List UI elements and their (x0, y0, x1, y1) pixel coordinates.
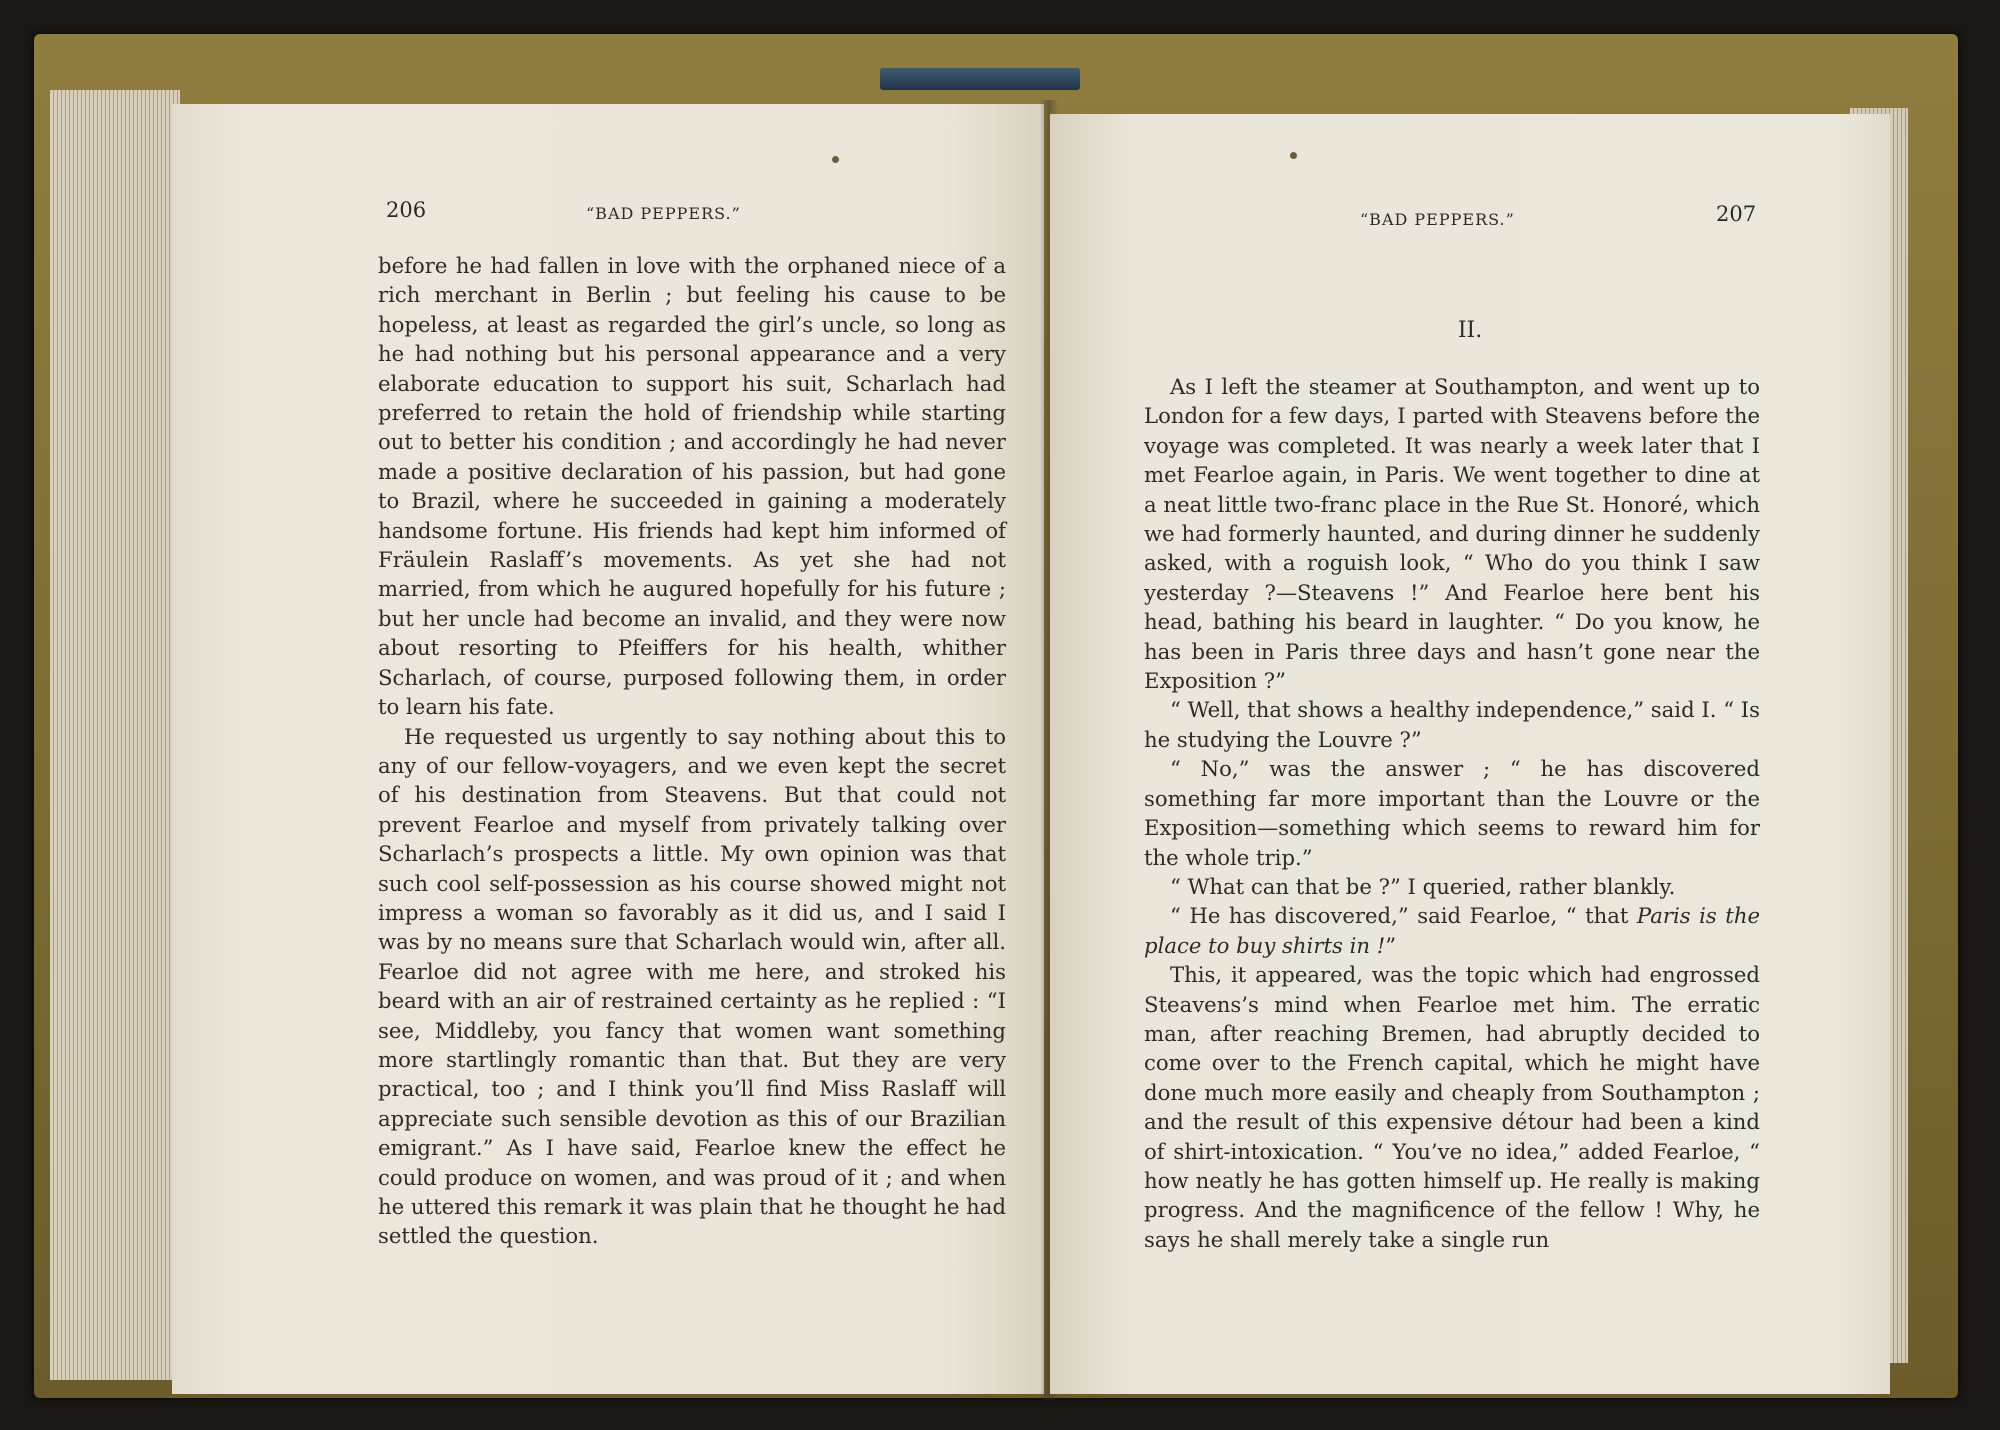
paragraph: As I left the steamer at Southampton, and went up to London for a few days, I parted with Steavens before the voyage was completed. It was nearly a week later that I met Fearloe again, in Paris. We went together to dine at a neat little two-franc place in the Rue St. Honoré, which we had formerly haunted, and during dinner he suddenly asked, with a roguish look, “ Who do you think I saw yesterday ?—Steavens !” And Fearloe here bent his head, bathing his beard in laughter. “ Do you know, he has been in Paris three days and hasn’t gone near the Exposition ?” (1144, 374, 1760, 694)
running-head: “BAD PEPPERS.” (1360, 210, 1515, 229)
right-page-body (1144, 372, 1760, 1254)
quote-text: “ He has discovered,” said Fearloe, “ that (1170, 903, 1637, 929)
running-head: “BAD PEPPERS.” (586, 204, 741, 223)
spine-headband (880, 68, 1080, 90)
paragraph: This, it appeared, was the topic which had engrossed Steavens’s mind when Fearloe met him. The erratic man, after reaching Bremen, had abruptly decided to come over to the French capital, which he might have done much more easily and cheaply from Southampton ; and the result of this expensive détour had been a kind of shirt-intoxication. “ You’ve no idea,” added Fearloe, “ how neatly he has gotten himself up. He really is making progress. And the magnificence of the fellow ! Why, he says he shall merely take a single run (1144, 962, 1760, 1252)
paragraph: “ No,” was the answer ; “ he has discovered something far more important than the Louvre or the Exposition—something which seems to reward him for the whole trip.” (1144, 756, 1760, 870)
right-page (1050, 114, 1890, 1394)
section-heading: II. (1457, 318, 1483, 343)
paragraph: “ What can that be ?” I queried, rather blankly. (1170, 873, 1676, 899)
paragraph-with-italic (1144, 901, 1760, 960)
paragraph: “ Well, that shows a healthy independence,” said I. “ Is he studying the Louvre ?” (1144, 697, 1761, 752)
italic-phrase: Paris is the place to buy shirts in ! (1144, 903, 1760, 958)
paragraph: He requested us urgently to say nothing about this to any of our fellow-voyagers, and we even kept the secret of his destination from Steavens. But that could not prevent Fearloe and myself from privately talking over Scharlach’s prospects a little. My own opinion was that such cool self-possession as his course showed might not impress a woman so favorably as it did us, and I said I was by no means sure that Scharlach would win, after all. Fearloe did not agree with me here, and stroked his beard with an air of restrained certainty as he replied : “I see, Middleby, you fancy that women want something more startlingly romantic than that. But they are very practical, too ; and I think you’ll find Miss Raslaff will appreciate such sensible devotion as this of our Brazilian emigrant.” As I have said, Fearloe knew the effect he could produce on women, and was proud of it ; and when he uttered this remark it was plain that he thought he had settled the question. (378, 723, 1007, 1249)
page-number: 207 (1716, 202, 1757, 226)
left-page-edges (50, 90, 180, 1380)
quote-close: ” (1385, 932, 1397, 958)
page-number: 206 (386, 198, 427, 222)
left-page (172, 104, 1044, 1394)
paragraph: before he had fallen in love with the orphaned niece of a rich merchant in Berlin ; but feeling his cause to be hopeless, at least as regarded the girl’s uncle, so long as he had nothing but his personal appearance and a very elaborate education to support his suit, Scharlach had preferred to retain the hold of friendship while starting out to better his condition ; and accordingly he had never made a positive declaration of his passion, but had gone to Brazil, where he succeeded in gaining a moderately handsome fortune. His friends had kept him informed of Fräulein Raslaff’s movements. As yet she had not married, from which he augured hopefully for his future ; but her uncle had become an invalid, and they were now about resorting to Pfeiffers for his health, whither Scharlach, of course, purposed following them, in order to learn his fate. (378, 253, 1006, 720)
left-page-body (378, 251, 1006, 1251)
ink-speck (1290, 152, 1297, 159)
ink-speck (832, 156, 839, 163)
